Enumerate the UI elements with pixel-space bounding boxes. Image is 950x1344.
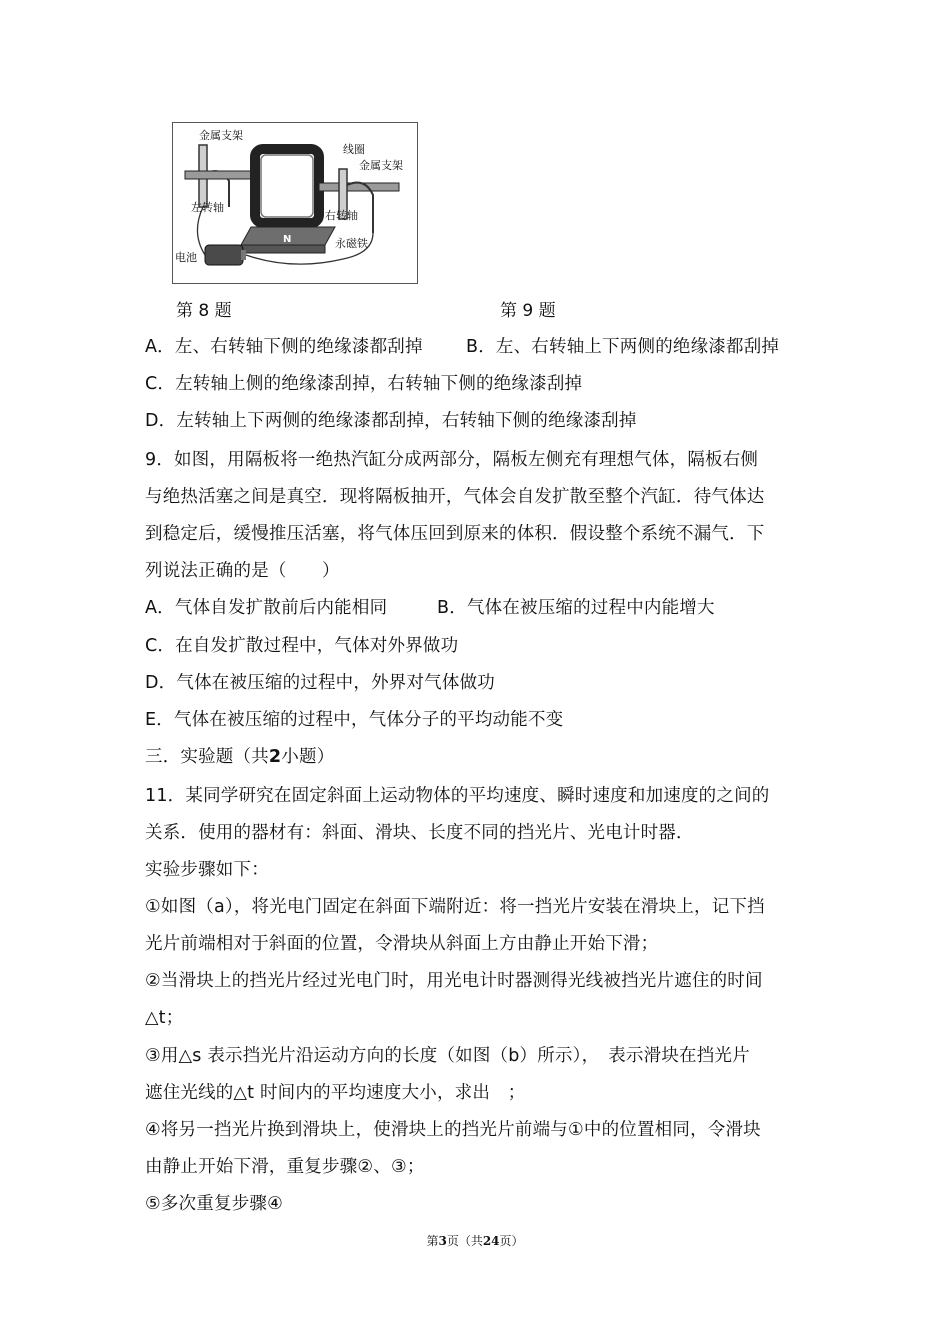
q11-step-line-9: ⑤多次重复步骤④ bbox=[145, 1194, 283, 1214]
q11-step-line-5: ③用△s 表示挡光片沿运动方向的长度（如图（b）所示）， 表示滑块在挡光片 bbox=[145, 1046, 750, 1066]
q11-steps-title: 实验步骤如下： bbox=[145, 860, 269, 880]
q11-step-line-4: △t； bbox=[145, 1008, 184, 1028]
label-battery: 电池 bbox=[175, 251, 197, 264]
q11-step-line-2: 光片前端相对于斜面的位置，令滑块从斜面上方由静止开始下滑； bbox=[145, 934, 659, 954]
section-3-suffix: 小题） bbox=[281, 747, 335, 767]
label-metal-bracket-left: 金属支架 bbox=[199, 129, 243, 142]
q8-option-row-ab bbox=[145, 333, 780, 358]
q11-step-line-1: ①如图（a），将光电门固定在斜面下端附近：将一挡光片安装在滑块上，记下挡 bbox=[145, 897, 765, 917]
motor-coil-diagram bbox=[173, 123, 417, 283]
label-magnet-pole: N bbox=[283, 234, 292, 245]
label-right-shaft: 右转轴 bbox=[325, 209, 358, 222]
q11-step-line-6: 遮住光线的△t 时间内的平均速度大小，求出 ； bbox=[145, 1083, 526, 1103]
footer-page-number: 3 bbox=[438, 1234, 447, 1248]
q9-option-d: D．气体在被压缩的过程中，外界对气体做功 bbox=[145, 673, 495, 693]
label-left-shaft: 左转轴 bbox=[191, 201, 224, 214]
q9-option-e: E．气体在被压缩的过程中，气体分子的平均动能不变 bbox=[145, 710, 564, 730]
q9-stem-line-4: 列说法正确的是（ ） bbox=[145, 561, 340, 581]
footer-prefix: 第 bbox=[426, 1234, 439, 1248]
q11-stem-line-2: 关系．使用的器材有：斜面、滑块、长度不同的挡光片、光电计时器． bbox=[145, 823, 694, 843]
q9-option-row-ab bbox=[145, 594, 715, 619]
q9-stem-line-3: 到稳定后，缓慢推压活塞，将气体压回到原来的体积．假设整个系统不漏气．下 bbox=[145, 524, 765, 544]
caption-question-9: 第 9 题 bbox=[500, 301, 556, 321]
footer-total-pages: 24 bbox=[482, 1234, 500, 1248]
label-metal-bracket-right: 金属支架 bbox=[359, 159, 403, 172]
footer-suffix: 页） bbox=[499, 1234, 524, 1248]
page-footer bbox=[0, 1232, 950, 1249]
q11-step-line-8: 由静止开始下滑，重复步骤②、③； bbox=[145, 1157, 425, 1177]
q11-stem-line-1: 11．某同学研究在固定斜面上运动物体的平均速度、瞬时速度和加速度的之间的 bbox=[145, 786, 770, 806]
label-permanent-magnet: 永磁铁 bbox=[335, 237, 368, 250]
label-coil: 线圈 bbox=[343, 143, 365, 156]
q9-stem-line-1: 9．如图，用隔板将一绝热汽缸分成两部分，隔板左侧充有理想气体，隔板右侧 bbox=[145, 450, 759, 470]
q9-option-a: A．气体自发扩散前后内能相同 bbox=[145, 598, 388, 618]
q9-stem-line-2: 与绝热活塞之间是真空．现将隔板抽开，气体会自发扩散至整个汽缸．待气体达 bbox=[145, 487, 765, 507]
section-3-prefix: 三．实验题（共 bbox=[145, 747, 269, 767]
q9-option-b: B．气体在被压缩的过程中内能增大 bbox=[437, 598, 715, 618]
section-3-count: 2 bbox=[268, 747, 282, 767]
section-3-heading bbox=[145, 743, 334, 768]
footer-middle: 页（共 bbox=[446, 1234, 483, 1248]
q8-option-d: D．左转轴上下两侧的绝缘漆都刮掉，右转轴下侧的绝缘漆刮掉 bbox=[145, 411, 637, 431]
q8-option-c: C．左转轴上侧的绝缘漆刮掉，右转轴下侧的绝缘漆刮掉 bbox=[145, 374, 583, 394]
caption-question-8: 第 8 题 bbox=[176, 301, 232, 321]
q8-option-a: A．左、右转轴下侧的绝缘漆都刮掉 bbox=[145, 337, 423, 357]
motor-coil-figure bbox=[172, 122, 418, 284]
q9-option-c: C．在自发扩散过程中，气体对外界做功 bbox=[145, 636, 459, 656]
q11-step-line-3: ②当滑块上的挡光片经过光电门时，用光电计时器测得光线被挡光片遮住的时间 bbox=[145, 971, 763, 991]
q11-step-line-7: ④将另一挡光片换到滑块上，使滑块上的挡光片前端与①中的位置相同，令滑块 bbox=[145, 1120, 761, 1140]
q8-option-b: B．左、右转轴上下两侧的绝缘漆都刮掉 bbox=[466, 337, 780, 357]
